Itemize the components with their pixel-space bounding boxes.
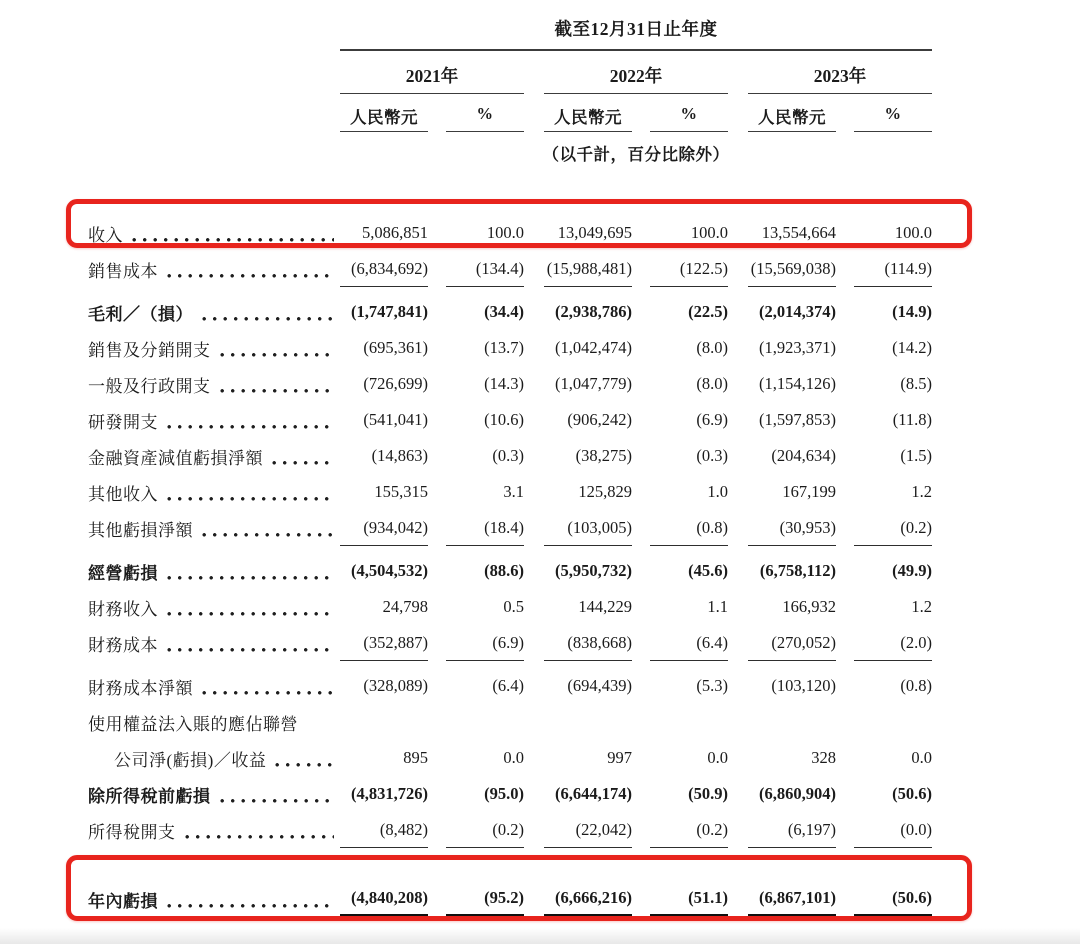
value-text: (6,860,904) [759, 784, 836, 803]
value-cell [544, 510, 632, 546]
value-cell [446, 668, 524, 704]
value-text: (15,569,038) [750, 258, 836, 278]
value-text: 100.0 [690, 223, 728, 242]
row-label-text: 除所得稅前虧損 [88, 786, 211, 806]
row-label-text: 銷售及分銷開支 [88, 340, 211, 360]
value-cell [748, 625, 836, 661]
value-text: (114.9) [884, 258, 932, 278]
value-text: (6,758,112) [759, 561, 836, 580]
value-text: (34.4) [484, 302, 524, 321]
value-cell [650, 251, 728, 287]
value-cell [854, 704, 932, 740]
row-label-text: 收入 [88, 225, 123, 245]
value-text: (8,482) [379, 819, 428, 839]
value-cell [650, 668, 728, 704]
value-cell [748, 438, 836, 474]
value-text: (6,666,216) [555, 887, 632, 907]
value-cell [650, 704, 728, 740]
value-text: (15,988,481) [546, 258, 632, 278]
table-row [88, 510, 1080, 546]
value-cell [544, 553, 632, 589]
value-cell [748, 330, 836, 366]
value-text: 167,199 [782, 482, 836, 501]
dot-leader [202, 316, 334, 322]
row-label-text: 經營虧損 [88, 563, 158, 583]
value-text: 155,315 [374, 482, 428, 501]
currency-header: 人民幣元 [544, 104, 632, 132]
row-label [88, 625, 340, 661]
value-text: (50.9) [688, 784, 728, 803]
value-text: 328 [811, 748, 836, 767]
value-cell [544, 881, 632, 917]
value-cell [446, 589, 524, 625]
value-text: (2.0) [900, 632, 932, 652]
value-text: (1,154,126) [759, 374, 836, 393]
value-cell [854, 294, 932, 330]
value-text: (694,439) [567, 676, 632, 695]
value-text: 3.1 [503, 482, 524, 501]
value-text: (838,668) [567, 632, 632, 652]
value-text: (1,923,371) [759, 338, 836, 357]
row-label-text: 研發開支 [88, 412, 158, 432]
value-cell [340, 366, 428, 402]
value-text: (726,699) [363, 374, 428, 393]
value-cell [544, 366, 632, 402]
value-text: 1.0 [707, 482, 728, 501]
value-cell [544, 589, 632, 625]
value-text: (49.9) [892, 561, 932, 580]
value-cell [446, 704, 524, 740]
value-text: (1.5) [900, 446, 932, 465]
value-cell [340, 881, 428, 917]
value-text: (30,953) [779, 517, 836, 537]
value-text: (95.0) [484, 784, 524, 803]
value-cell [748, 740, 836, 776]
table-row [88, 402, 1080, 438]
value-cell [748, 294, 836, 330]
value-cell [446, 474, 524, 510]
row-label [88, 776, 340, 812]
value-cell [446, 330, 524, 366]
value-cell [340, 740, 428, 776]
table-row [88, 740, 1080, 776]
value-text: 144,229 [578, 597, 632, 616]
value-text: (4,831,726) [351, 784, 428, 803]
row-label [88, 553, 340, 589]
currency-header: 人民幣元 [340, 104, 428, 132]
row-label-text: 銷售成本 [88, 261, 158, 281]
value-text: (8.0) [696, 338, 728, 357]
value-cell [340, 474, 428, 510]
value-cell [544, 704, 632, 740]
value-text: (0.2) [900, 517, 932, 537]
value-text: (2,014,374) [759, 302, 836, 321]
value-cell [650, 474, 728, 510]
value-cell [854, 740, 932, 776]
row-label-text: 其他虧損淨額 [88, 520, 193, 540]
row-label [88, 402, 340, 438]
value-text: (204,634) [771, 446, 836, 465]
value-text: (6.9) [492, 632, 524, 652]
value-cell [650, 438, 728, 474]
value-text: (10.6) [484, 410, 524, 429]
value-cell [340, 215, 428, 251]
value-text: (1,747,841) [351, 302, 428, 321]
value-cell [650, 625, 728, 661]
value-text: (8.0) [696, 374, 728, 393]
label-column-spacer [88, 0, 340, 165]
value-cell [340, 438, 428, 474]
dot-leader [167, 575, 334, 581]
value-text: 13,049,695 [557, 223, 632, 242]
row-label [88, 330, 340, 366]
value-text: (0.8) [900, 676, 932, 695]
value-cell [748, 776, 836, 812]
value-cell [544, 668, 632, 704]
value-cell [854, 474, 932, 510]
value-text: (2,938,786) [555, 302, 632, 321]
row-label [88, 215, 340, 251]
value-cell [340, 625, 428, 661]
table-row [88, 474, 1080, 510]
row-label-text: 財務成本 [88, 635, 158, 655]
value-text: 24,798 [382, 597, 428, 616]
value-text: 125,829 [578, 482, 632, 501]
dot-leader [132, 237, 334, 243]
value-cell [650, 553, 728, 589]
row-label-text: 所得稅開支 [88, 822, 176, 842]
value-cell [854, 668, 932, 704]
value-cell [650, 294, 728, 330]
value-text: (6,834,692) [351, 258, 428, 278]
value-text: (13.7) [484, 338, 524, 357]
value-text: 0.0 [707, 748, 728, 767]
dot-leader [272, 460, 334, 466]
value-text: 1.2 [911, 597, 932, 616]
value-text: (6,867,101) [759, 887, 836, 907]
value-cell [748, 215, 836, 251]
percent-header: % [446, 104, 524, 132]
value-cell [340, 776, 428, 812]
value-text: (906,242) [567, 410, 632, 429]
dot-leader [202, 532, 334, 538]
value-cell [340, 589, 428, 625]
row-label-text: 使用權益法入賬的應佔聯營 [88, 714, 298, 734]
table-row [88, 704, 1080, 740]
dot-leader [167, 903, 334, 909]
value-text: (6.9) [696, 410, 728, 429]
value-cell [544, 251, 632, 287]
value-cell [340, 330, 428, 366]
value-text: 0.5 [503, 597, 524, 616]
value-text: 13,554,664 [761, 223, 836, 242]
value-cell [650, 366, 728, 402]
value-text: (14,863) [371, 446, 428, 465]
year-header-2023: 2023年 [748, 63, 932, 94]
row-label-text: 其他收入 [88, 484, 158, 504]
table-row [88, 625, 1080, 661]
value-cell [748, 402, 836, 438]
subcolumn-header-row [340, 104, 932, 132]
year-header-2021: 2021年 [340, 63, 524, 94]
value-cell [340, 402, 428, 438]
value-cell [854, 330, 932, 366]
value-text: (18.4) [484, 517, 524, 537]
value-text: (0.2) [492, 819, 524, 839]
value-text: 0.0 [503, 748, 524, 767]
value-cell [544, 294, 632, 330]
years-row [340, 63, 932, 94]
value-text: (50.6) [892, 887, 932, 907]
row-label [88, 294, 340, 330]
value-text: (103,120) [771, 676, 836, 695]
value-cell [340, 510, 428, 546]
row-label-text: 公司淨(虧損)／收益 [114, 750, 267, 770]
value-cell [748, 553, 836, 589]
numeric-header-area [340, 0, 932, 165]
value-text: (4,840,208) [351, 887, 428, 907]
value-cell [446, 776, 524, 812]
row-label [88, 740, 340, 776]
value-text: (328,089) [363, 676, 428, 695]
value-cell [854, 589, 932, 625]
value-cell [650, 330, 728, 366]
currency-header: 人民幣元 [748, 104, 836, 132]
percent-header: % [650, 104, 728, 132]
page-bottom-shade [0, 928, 1080, 944]
value-text: (6,197) [787, 819, 836, 839]
value-text: 100.0 [894, 223, 932, 242]
table-row [88, 330, 1080, 366]
table-row [88, 251, 1080, 287]
value-cell [854, 510, 932, 546]
value-text: (270,052) [771, 632, 836, 652]
value-text: (8.5) [900, 374, 932, 393]
dot-leader [167, 647, 334, 653]
value-cell [748, 812, 836, 848]
value-cell [544, 776, 632, 812]
row-label-text: 金融資產減值虧損淨額 [88, 448, 263, 468]
value-cell [854, 438, 932, 474]
row-label [88, 438, 340, 474]
dot-leader [220, 352, 335, 358]
value-text: 0.0 [911, 748, 932, 767]
row-label [88, 668, 340, 704]
value-text: (14.9) [892, 302, 932, 321]
value-text: (5,950,732) [555, 561, 632, 580]
value-cell [854, 881, 932, 917]
value-text: (0.8) [696, 517, 728, 537]
value-cell [446, 881, 524, 917]
value-cell [650, 402, 728, 438]
table-row [88, 366, 1080, 402]
value-cell [748, 704, 836, 740]
value-text: 1.2 [911, 482, 932, 501]
value-text: (352,887) [363, 632, 428, 652]
value-cell [748, 589, 836, 625]
row-label-text: 年內虧損 [88, 891, 158, 911]
table-row [88, 294, 1080, 330]
row-label-text: 毛利／（損） [88, 304, 193, 324]
dot-leader [167, 496, 334, 502]
value-text: (134.4) [475, 258, 524, 278]
row-label-text: 財務成本淨額 [88, 678, 193, 698]
row-label [88, 366, 340, 402]
value-cell [854, 625, 932, 661]
value-text: (5.3) [696, 676, 728, 695]
value-cell [854, 776, 932, 812]
table-row [88, 881, 1080, 917]
value-cell [854, 366, 932, 402]
row-label [88, 881, 340, 917]
row-label [88, 474, 340, 510]
percent-header: % [854, 104, 932, 132]
row-label-text: 一般及行政開支 [88, 376, 211, 396]
value-text: (103,005) [567, 517, 632, 537]
value-cell [650, 589, 728, 625]
value-cell [446, 510, 524, 546]
value-text: 166,932 [782, 597, 836, 616]
value-cell [544, 402, 632, 438]
value-cell [854, 251, 932, 287]
row-label [88, 704, 340, 740]
value-text: (0.2) [696, 819, 728, 839]
value-text: (14.3) [484, 374, 524, 393]
value-cell [544, 438, 632, 474]
dot-leader [167, 424, 334, 430]
value-text: (1,042,474) [555, 338, 632, 357]
value-text: (695,361) [363, 338, 428, 357]
value-text: 100.0 [486, 223, 524, 242]
value-cell [340, 251, 428, 287]
value-cell [544, 215, 632, 251]
value-text: (45.6) [688, 561, 728, 580]
value-cell [446, 438, 524, 474]
value-cell [544, 330, 632, 366]
value-cell [446, 215, 524, 251]
value-cell [748, 668, 836, 704]
dot-leader [202, 690, 334, 696]
dot-leader [185, 834, 335, 840]
value-text: (22.5) [688, 302, 728, 321]
value-text: (934,042) [363, 517, 428, 537]
value-cell [446, 294, 524, 330]
value-cell [748, 881, 836, 917]
table-row [88, 438, 1080, 474]
value-cell [340, 812, 428, 848]
value-cell [340, 294, 428, 330]
value-text: (0.3) [696, 446, 728, 465]
value-text: (1,047,779) [555, 374, 632, 393]
value-cell [748, 251, 836, 287]
value-text: (51.1) [688, 887, 728, 907]
value-cell [854, 812, 932, 848]
value-cell [650, 740, 728, 776]
value-cell [650, 215, 728, 251]
value-cell [544, 474, 632, 510]
value-cell [748, 366, 836, 402]
value-text: (95.2) [484, 887, 524, 907]
dot-leader [220, 388, 335, 394]
value-text: 5,086,851 [362, 223, 428, 242]
value-cell [544, 625, 632, 661]
table-row [88, 776, 1080, 812]
value-text: (88.6) [484, 561, 524, 580]
table-row [88, 812, 1080, 848]
value-text: (541,041) [363, 410, 428, 429]
value-text: (6.4) [492, 676, 524, 695]
value-text: (11.8) [892, 410, 932, 429]
value-cell [544, 740, 632, 776]
dot-leader [220, 798, 335, 804]
table-row [88, 668, 1080, 704]
value-text: (6,644,174) [555, 784, 632, 803]
value-cell [446, 625, 524, 661]
row-label [88, 812, 340, 848]
row-label [88, 251, 340, 287]
value-text: (14.2) [892, 338, 932, 357]
value-text: 997 [607, 748, 632, 767]
value-cell [650, 881, 728, 917]
unit-note: （以千計，百分比除外） [542, 145, 730, 164]
dot-leader [167, 611, 334, 617]
value-text: (0.0) [900, 819, 932, 839]
table-row [88, 589, 1080, 625]
value-cell [446, 402, 524, 438]
dot-leader [167, 273, 334, 279]
value-cell [650, 510, 728, 546]
value-cell [446, 812, 524, 848]
value-cell [446, 553, 524, 589]
value-cell [748, 474, 836, 510]
value-cell [854, 215, 932, 251]
value-cell [340, 668, 428, 704]
row-label [88, 510, 340, 546]
value-text: (6.4) [696, 632, 728, 652]
table-row [88, 215, 1080, 251]
value-text: 1.1 [707, 597, 728, 616]
value-cell [748, 510, 836, 546]
dot-leader [275, 762, 334, 768]
year-header-2022: 2022年 [544, 63, 728, 94]
value-text: (1,597,853) [759, 410, 836, 429]
value-text: 895 [403, 748, 428, 767]
row-label [88, 589, 340, 625]
value-cell [854, 553, 932, 589]
value-cell [650, 776, 728, 812]
row-label-text: 財務收入 [88, 599, 158, 619]
value-cell [340, 553, 428, 589]
value-cell [340, 704, 428, 740]
value-text: (38,275) [575, 446, 632, 465]
value-text: (50.6) [892, 784, 932, 803]
value-text: (22,042) [575, 819, 632, 839]
value-text: (0.3) [492, 446, 524, 465]
table-body [88, 215, 1080, 917]
value-text: (122.5) [679, 258, 728, 278]
table-row [88, 553, 1080, 589]
value-cell [446, 740, 524, 776]
value-text: (4,504,532) [351, 561, 428, 580]
value-cell [544, 812, 632, 848]
value-cell [446, 366, 524, 402]
period-header: 截至12月31日止年度 [340, 0, 932, 51]
value-cell [854, 402, 932, 438]
table-header [88, 0, 1080, 165]
value-cell [650, 812, 728, 848]
value-cell [446, 251, 524, 287]
